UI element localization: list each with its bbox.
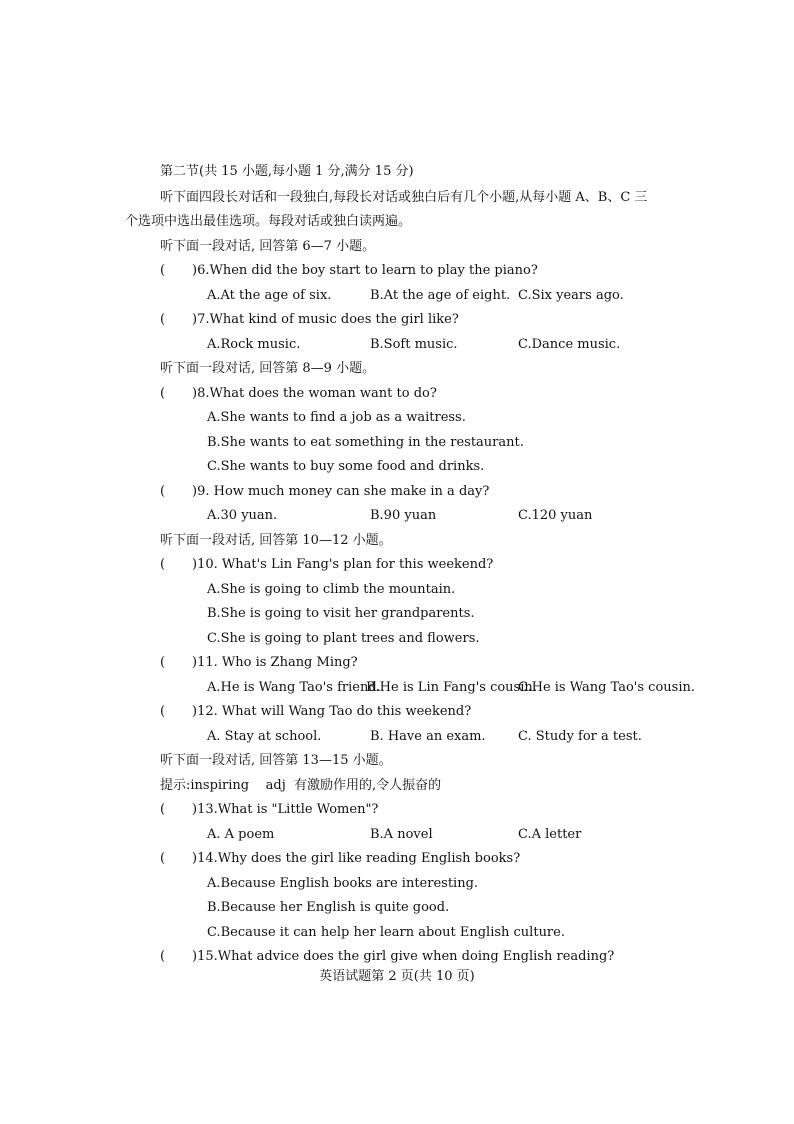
dialogue-intro: 听下面一段对话, 回答第 6—7 小题。 xyxy=(160,239,376,254)
question-8 xyxy=(160,386,437,402)
question-15 xyxy=(160,949,614,965)
answer-paren: ( xyxy=(160,655,166,670)
answer-paren: ( xyxy=(160,386,166,401)
question-stem: )6.When did the boy start to learn to play the piano? xyxy=(192,263,538,278)
question-10 xyxy=(160,557,493,573)
section-instruction-line1: 听下面四段长对话和一段独白,每段长对话或独白后有几个小题,从每小题 A、B、C 三 xyxy=(160,190,648,205)
option-c: C.120 yuan xyxy=(518,508,593,523)
answer-paren: ( xyxy=(160,484,166,499)
question-13 xyxy=(160,802,378,818)
question-stem: )11. Who is Zhang Ming? xyxy=(192,655,358,670)
option-a: A.She is going to climb the mountain. xyxy=(207,582,456,597)
question-12 xyxy=(160,704,471,720)
option-b: B. Have an exam. xyxy=(370,729,486,744)
page-footer: 英语试题第 2 页(共 10 页) xyxy=(319,969,475,984)
option-a: A.He is Wang Tao's friend. xyxy=(207,680,381,695)
question-stem: )9. How much money can she make in a day? xyxy=(192,484,490,499)
dialogue-intro: 听下面一段对话, 回答第 8—9 小题。 xyxy=(160,361,376,376)
answer-paren: ( xyxy=(160,263,166,278)
question-9 xyxy=(160,484,489,500)
option-b: B.90 yuan xyxy=(370,508,437,523)
option-c: C.She wants to buy some food and drinks. xyxy=(207,459,485,474)
option-c: C.Six years ago. xyxy=(518,288,624,303)
dialogue-intro: 听下面一段对话, 回答第 10—12 小题。 xyxy=(160,533,392,548)
question-14 xyxy=(160,851,520,867)
option-a: A. Stay at school. xyxy=(207,729,322,744)
question-stem: )13.What is "Little Women"? xyxy=(192,802,379,817)
question-stem: )15.What advice does the girl give when doing English reading? xyxy=(192,949,615,964)
question-stem: )8.What does the woman want to do? xyxy=(192,386,437,401)
answer-paren: ( xyxy=(160,557,166,572)
question-7 xyxy=(160,312,459,328)
option-a: A.30 yuan. xyxy=(207,508,278,523)
option-a: A.She wants to find a job as a waitress. xyxy=(207,410,466,425)
section-title: 第二节(共 15 小题,每小题 1 分,满分 15 分) xyxy=(160,164,414,179)
answer-paren: ( xyxy=(160,949,166,964)
option-a: A. A poem xyxy=(207,827,275,842)
option-a: A.Because English books are interesting. xyxy=(207,876,479,891)
option-b: B.Soft music. xyxy=(370,337,458,352)
option-c: C.A letter xyxy=(518,827,582,842)
option-a: A.Rock music. xyxy=(207,337,301,352)
option-a: A.At the age of six. xyxy=(207,288,332,303)
option-c: C. Study for a test. xyxy=(518,729,642,744)
question-stem: )10. What's Lin Fang's plan for this weekend? xyxy=(192,557,494,572)
question-11 xyxy=(160,655,358,671)
option-c: C.She is going to plant trees and flowers. xyxy=(207,631,480,646)
answer-paren: ( xyxy=(160,851,166,866)
option-b: B.Because her English is quite good. xyxy=(207,900,450,915)
section-instruction-line2: 个选项中选出最佳选项。每段对话或独白读两遍。 xyxy=(125,214,412,229)
option-b: B.She wants to eat something in the restaurant. xyxy=(207,435,524,450)
question-stem: )12. What will Wang Tao do this weekend? xyxy=(192,704,472,719)
option-c: C.Because it can help her learn about English culture. xyxy=(207,925,565,940)
question-6 xyxy=(160,263,538,279)
option-c: C.Dance music. xyxy=(518,337,621,352)
option-b: B.She is going to visit her grandparents. xyxy=(207,606,475,621)
option-b: B.He is Lin Fang's cousin. xyxy=(366,680,537,695)
option-c: C.He is Wang Tao's cousin. xyxy=(518,680,695,695)
option-b: B.A novel xyxy=(370,827,433,842)
question-stem: )7.What kind of music does the girl like? xyxy=(192,312,459,327)
answer-paren: ( xyxy=(160,802,166,817)
vocabulary-hint: 提示:inspiring adj 有激励作用的,令人振奋的 xyxy=(160,778,442,793)
dialogue-intro: 听下面一段对话, 回答第 13—15 小题。 xyxy=(160,753,392,768)
option-b: B.At the age of eight. xyxy=(370,288,511,303)
answer-paren: ( xyxy=(160,704,166,719)
answer-paren: ( xyxy=(160,312,166,327)
question-stem: )14.Why does the girl like reading English books? xyxy=(192,851,521,866)
